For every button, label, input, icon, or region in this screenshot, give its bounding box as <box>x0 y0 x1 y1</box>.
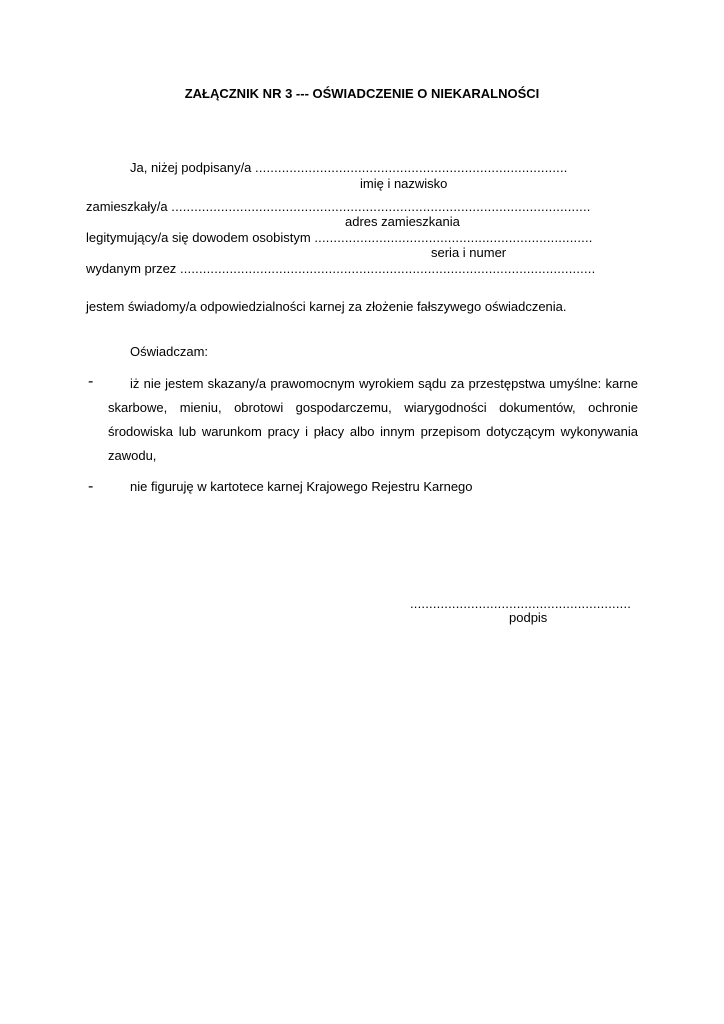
name-line <box>130 160 568 176</box>
issued-line <box>86 261 595 277</box>
issued-label: wydanym przez <box>86 261 177 276</box>
bullet-dash-1: - <box>88 373 94 390</box>
name-label: Ja, niżej podpisany/a <box>130 160 252 175</box>
issued-dots: ............................................................................................................. <box>179 261 596 276</box>
id-caption: seria i numer <box>431 245 507 260</box>
bullet-item-1-text: iż nie jestem skazany/a prawomocnym wyrokiem sądu za przestępstwa umyślne: karne skarbowe, mieniu, obrotowi gospodarczemu, wiarygodności dokumentów, ochronie środowiska lub warunkom pracy i płacy albo innym przepisom dotyczącym wykonywania zawodu, <box>108 376 638 463</box>
signature-dots: .......................................................... <box>410 596 632 611</box>
awareness-statement: jestem świadomy/a odpowiedzialności karnej za złożenie fałszywego oświadczenia. <box>86 299 567 314</box>
address-line <box>86 199 591 215</box>
id-dots: ......................................................................... <box>314 230 593 245</box>
document-title: ZAŁĄCZNIK NR 3 --- OŚWIADCZENIE O NIEKARALNOŚCI <box>184 86 540 101</box>
declare-label: Oświadczam: <box>130 344 209 359</box>
address-dots: .............................................................................................................. <box>171 199 591 214</box>
id-line <box>86 230 593 246</box>
address-label: zamieszkały/a <box>86 199 168 214</box>
bullet-dash-2: - <box>88 478 94 495</box>
id-label: legitymujący/a się dowodem osobistym <box>86 230 311 245</box>
bullet-item-2: nie figuruję w kartotece karnej Krajowego Rejestru Karnego <box>130 479 473 494</box>
bullet-item-1 <box>108 372 638 468</box>
address-caption: adres zamieszkania <box>345 214 460 229</box>
signature-caption: podpis <box>509 610 548 625</box>
name-dots: .................................................................................. <box>255 160 568 175</box>
name-caption: imię i nazwisko <box>360 176 448 191</box>
